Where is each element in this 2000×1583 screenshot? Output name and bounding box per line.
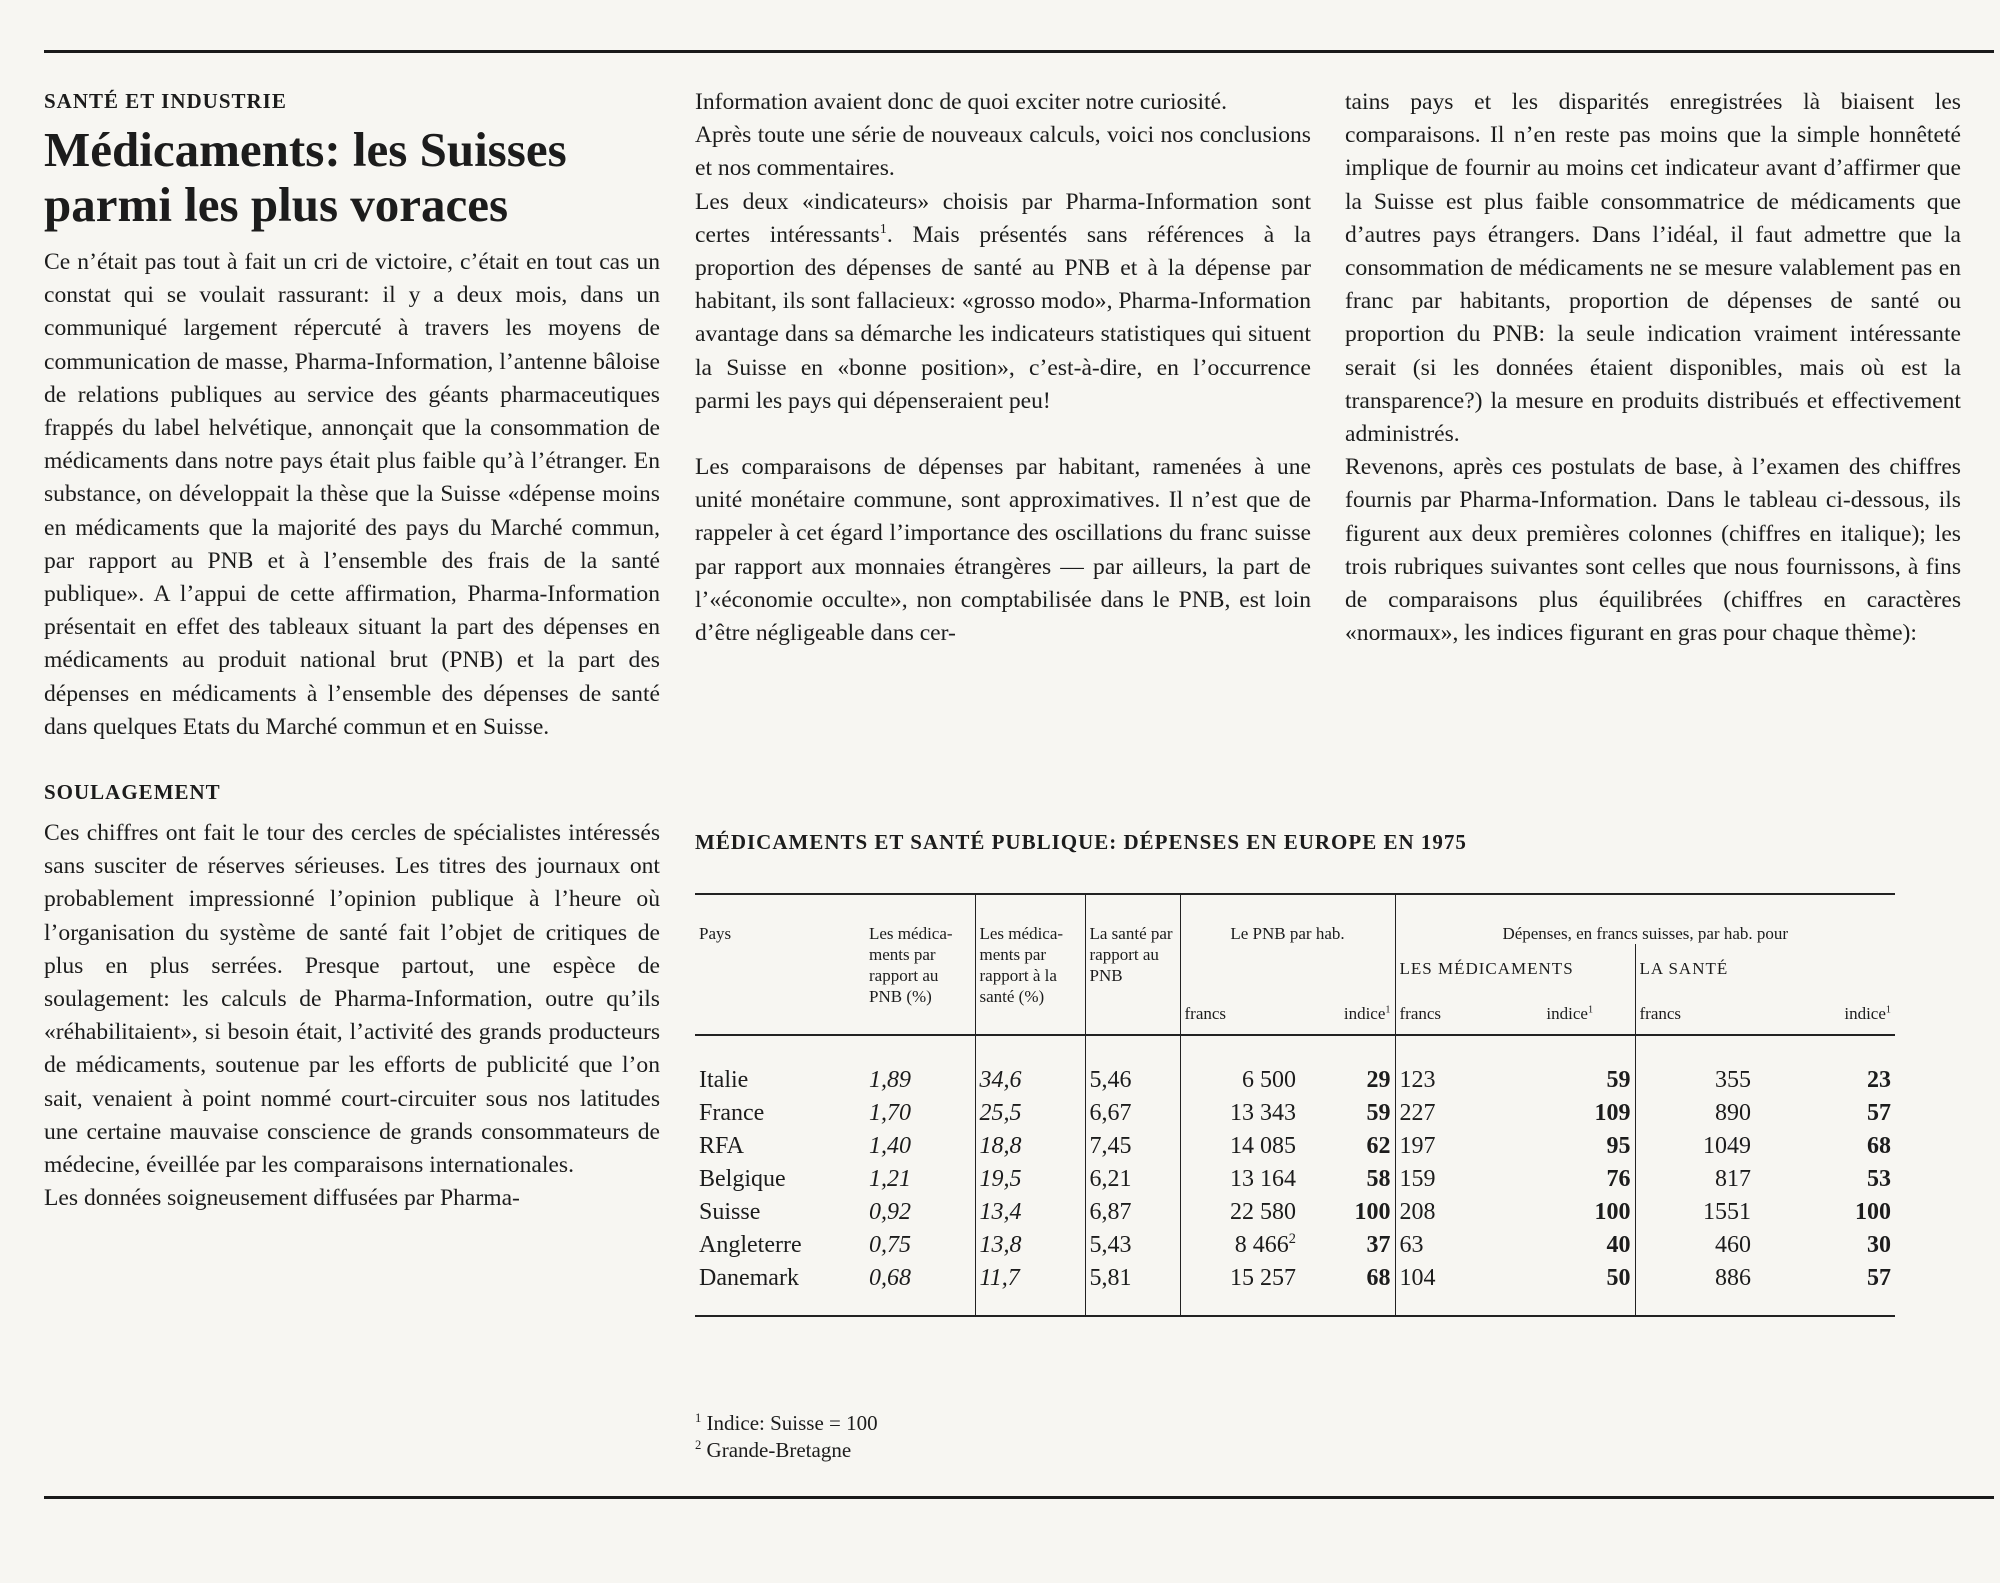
table-footnotes <box>695 1410 878 1464</box>
cell-med-sante: 34,6 <box>975 1064 1085 1097</box>
table-row <box>695 1229 1895 1262</box>
cell-med-indice: 40 <box>1606 1232 1631 1258</box>
cell-pays: Suisse <box>699 1199 761 1225</box>
cell-sante-pnb: 5,46 <box>1085 1064 1180 1097</box>
cell-pays: Angleterre <box>699 1232 802 1258</box>
header-les-medicaments: LES MÉDICAMENTS <box>1395 944 1635 989</box>
footnote-ref: 1 <box>879 220 887 237</box>
cell-sante-francs: 1551 <box>1635 1196 1755 1229</box>
cell-pnb-indice: 58 <box>1366 1166 1391 1192</box>
top-rule <box>44 50 1994 53</box>
footnote-ref: 2 <box>1288 1231 1296 1247</box>
cell-med-francs: 227 <box>1395 1097 1505 1130</box>
cell-med-sante: 18,8 <box>975 1130 1085 1163</box>
table-body <box>695 1035 1895 1316</box>
section-subhead: SOULAGEMENT <box>44 780 221 805</box>
header-indice: indice$^1$ <box>1343 1004 1391 1023</box>
data-table-wrapper <box>695 893 1895 1317</box>
table-row <box>695 1196 1895 1229</box>
cell-pnb-indice: 62 <box>1366 1133 1391 1159</box>
cell-med-francs: 104 <box>1395 1262 1505 1316</box>
cell-med-francs: 159 <box>1395 1163 1505 1196</box>
cell-med-sante: 13,8 <box>975 1229 1085 1262</box>
cell-sante-indice: 23 <box>1867 1067 1891 1093</box>
cell-med-indice: 50 <box>1505 1262 1635 1316</box>
header-depenses: Dépenses, en francs suisses, par hab. pour <box>1395 894 1895 944</box>
cell-pnb-indice: 100 <box>1354 1199 1391 1225</box>
cell-med-francs: 197 <box>1395 1130 1505 1163</box>
cell-pnb-francs: 13 343 <box>1180 1097 1300 1130</box>
cell-sante-pnb: 5,43 <box>1085 1229 1180 1262</box>
cell-pnb-francs: 15 257 <box>1180 1262 1300 1316</box>
header-med-sante: Les médica-ments par rapport à la santé (%) <box>975 894 1085 1035</box>
cell-med-sante: 25,5 <box>975 1097 1085 1130</box>
cell-sante-francs: 1049 <box>1635 1130 1755 1163</box>
body-paragraph: Les données soigneusement diffusées par Pharma- <box>44 1185 520 1212</box>
cell-med-francs: 63 <box>1395 1229 1505 1262</box>
table-row <box>695 1262 1895 1316</box>
body-text: . Mais présentés sans références à la proportion des dépenses de santé au PNB et à la dépense par habitant, ils sont fallacieux: «grosso modo», Pharma-Information avantage dans sa démarche les indicateurs statistiques qui situent la Suisse en «bonne position», c’est-à-dire, en l’occurrence parmi les pays qui dépenseraient peu! <box>695 221 1311 414</box>
cell-med-pnb: 1,21 <box>869 1166 911 1192</box>
table-row <box>695 1130 1895 1163</box>
cell-pnb-francs: 14 085 <box>1180 1130 1300 1163</box>
cell-sante-francs: 355 <box>1635 1064 1755 1097</box>
header-indice: indice$^1$ <box>1844 1004 1891 1023</box>
cell-pays: France <box>699 1100 765 1126</box>
header-la-sante: LA SANTÉ <box>1635 944 1895 989</box>
cell-sante-pnb: 6,87 <box>1085 1196 1180 1229</box>
data-table <box>695 893 1895 1317</box>
cell-sante-pnb: 6,67 <box>1085 1097 1180 1130</box>
body-paragraph: Après toute une série de nouveaux calculs, voici nos conclusions et nos commentaires. <box>695 122 1311 182</box>
header-francs: francs <box>1395 989 1505 1035</box>
cell-med-indice: 100 <box>1594 1199 1631 1225</box>
header-pays: Pays <box>699 924 732 943</box>
footnote: $^1$ Indice: Suisse = 100 <box>695 1411 878 1435</box>
cell-med-pnb: 0,75 <box>869 1232 911 1258</box>
column-3 <box>1345 86 1961 650</box>
cell-med-francs: 123 <box>1395 1064 1505 1097</box>
cell-pnb-francs: 8 $466^2$ <box>1180 1229 1300 1262</box>
cell-pays: RFA <box>699 1133 744 1159</box>
cell-sante-francs: 890 <box>1635 1097 1755 1130</box>
body-paragraph: Ce n’était pas tout à fait un cri de victoire, c’était en tout cas un constat qui se voulait rassurant: il y a deux mois, dans un communiqué largement répercuté à travers les moyens de communication de masse, Pharma-Information, l’antenne bâloise de relations publiques au service des géants pharmaceutiques frappés du label helvétique, annonçait que la consommation de médicaments dans notre pays était plus faible qu’à l’étranger. En substance, on développait la thèse que la Suisse «dépense moins en médicaments que la majorité des pays du Marché commun, par rapport au PNB et à l’ensemble des frais de la santé publique». A l’appui de cette affirmation, Pharma-Information présentait en effet des tableaux situant la part des dépenses en médicaments au produit national brut (PNB) et la part des dépenses en médicaments à l’ensemble des dépenses de santé dans quelques Etats du Marché commun et en Suisse. <box>44 249 660 740</box>
cell-med-pnb: 0,68 <box>865 1262 975 1316</box>
cell-pnb-indice: 29 <box>1366 1067 1391 1093</box>
body-paragraph <box>695 186 1311 418</box>
cell-sante-indice: 57 <box>1755 1262 1895 1316</box>
article-headline: Médicaments: les Suisses parmi les plus voraces <box>44 122 567 232</box>
table-row <box>695 1097 1895 1130</box>
body-paragraph: tains pays et les disparités enregistrées là biaisent les comparaisons. Il n’en reste pas moins que la simple honnêteté implique de fournir au moins cet indicateur avant d’affirmer que la Suisse est plus faible consommatrice de médicaments que d’autres pays étrangers. Dans l’idéal, il faut admettre que la consommation de médicaments ne se mesure valablement pas en franc par habitants, proportion de dépenses de santé ou proportion du PNB: la seule indication vraiment intéressante serait (si les données étaient disponibles, mais où est la transparence?) la mesure en produits distribués et effectivement administrés. <box>1345 89 1961 448</box>
cell-med-indice: 109 <box>1594 1100 1631 1126</box>
cell-pays: Italie <box>699 1067 749 1093</box>
cell-pnb-indice: 59 <box>1366 1100 1391 1126</box>
cell-sante-indice: 57 <box>1867 1100 1891 1126</box>
header-francs: francs <box>1180 989 1300 1035</box>
cell-pays: Danemark <box>695 1262 865 1316</box>
table-spacer-row <box>695 1035 1895 1064</box>
cell-med-indice: 76 <box>1606 1166 1631 1192</box>
cell-sante-pnb: 5,81 <box>1085 1262 1180 1316</box>
cell-sante-pnb: 6,21 <box>1085 1163 1180 1196</box>
cell-sante-francs: 817 <box>1635 1163 1755 1196</box>
cell-sante-indice: 30 <box>1867 1232 1891 1258</box>
table-row <box>695 1064 1895 1097</box>
header-sante-pnb: La santé par rapport au PNB <box>1085 894 1180 1035</box>
body-paragraph: Ces chiffres ont fait le tour des cercles de spécialistes intéressés sans susciter de réserves sérieuses. Les titres des journaux ont probablement impressionné l’opinion publique à l’heure où l’organisation du système de santé fait l’objet de critiques de plus en plus serrées. Presque partout, une espèce de soulagement: les calculs de Pharma-Information, outre qu’ils «réhabilitaient», si besoin était, l’activité des grands producteurs de médicaments, soutenue par les efforts de publicité que l’on sait, venaient à point nommé court-circuiter sous nos latitudes une certaine mauvaise conscience de grands consommateurs de médecine, éveillée par les comparaisons internationales. <box>44 820 660 1179</box>
cell-sante-indice: 100 <box>1855 1199 1891 1225</box>
cell-med-sante: 19,5 <box>975 1163 1085 1196</box>
cell-pnb-indice: 68 <box>1300 1262 1395 1316</box>
cell-med-pnb: 1,70 <box>869 1100 911 1126</box>
cell-pnb-francs: 13 164 <box>1180 1163 1300 1196</box>
body-text: Les deux «indicateurs» choisis par Pharma-Information sont certes intéressants <box>695 188 1311 248</box>
cell-med-sante: 11,7 <box>975 1262 1085 1316</box>
cell-pnb-indice: 37 <box>1366 1232 1391 1258</box>
body-paragraph: Revenons, après ces postulats de base, à l’examen des chiffres fournis par Pharma-Information. Dans le tableau ci-dessous, ils figurent aux deux premières colonnes (chiffres en italique); les trois rubriques suivantes sont celles que nous fournissons, à fins de comparaisons plus équilibrées (chiffres en caractères «normaux», les indices figurant en gras pour chaque thème): <box>1345 454 1961 647</box>
cell-med-francs: 208 <box>1395 1196 1505 1229</box>
header-pnb-hab: Le PNB par hab. <box>1180 894 1395 989</box>
cell-sante-indice: 68 <box>1867 1133 1891 1159</box>
cell-med-pnb: 1,89 <box>869 1067 911 1093</box>
cell-pays: Belgique <box>699 1166 786 1192</box>
article-kicker: SANTÉ ET INDUSTRIE <box>44 89 287 113</box>
cell-sante-francs: 886 <box>1635 1262 1755 1316</box>
bottom-rule <box>44 1496 1994 1499</box>
cell-pnb-francs: 6 500 <box>1180 1064 1300 1097</box>
cell-sante-indice: 53 <box>1867 1166 1891 1192</box>
column-2 <box>695 86 1311 650</box>
header-francs: francs <box>1635 989 1755 1035</box>
table-title: MÉDICAMENTS ET SANTÉ PUBLIQUE: DÉPENSES EN EUROPE EN 1975 <box>695 830 1467 854</box>
cell-pnb-francs: 22 580 <box>1180 1196 1300 1229</box>
cell-med-pnb: 0,92 <box>869 1199 911 1225</box>
body-paragraph: Information avaient donc de quoi exciter notre curiosité. <box>695 89 1227 115</box>
cell-med-sante: 13,4 <box>975 1196 1085 1229</box>
cell-sante-pnb: 7,45 <box>1085 1130 1180 1163</box>
cell-med-pnb: 1,40 <box>869 1133 911 1159</box>
cell-med-indice: 59 <box>1606 1067 1631 1093</box>
column-1 <box>44 86 660 1215</box>
cell-med-indice: 95 <box>1606 1133 1631 1159</box>
footnote: $^2$ Grande-Bretagne <box>695 1438 852 1462</box>
header-med-pnb: Les médica-ments par rapport au PNB (%) <box>869 924 953 1006</box>
table-row <box>695 1163 1895 1196</box>
body-paragraph: Les comparaisons de dépenses par habitant, ramenées à une unité monétaire commune, sont approximatives. Il n’est que de rappeler à cet égard l’importance des oscillations du franc suisse par rapport aux monnaies étrangères — par ailleurs, la part de l’«économie occulte», non comptabilisée dans le PNB, est loin d’être négligeable dans cer- <box>695 454 1311 647</box>
header-indice: indice$^1$ <box>1546 1004 1594 1023</box>
cell-sante-francs: 460 <box>1635 1229 1755 1262</box>
